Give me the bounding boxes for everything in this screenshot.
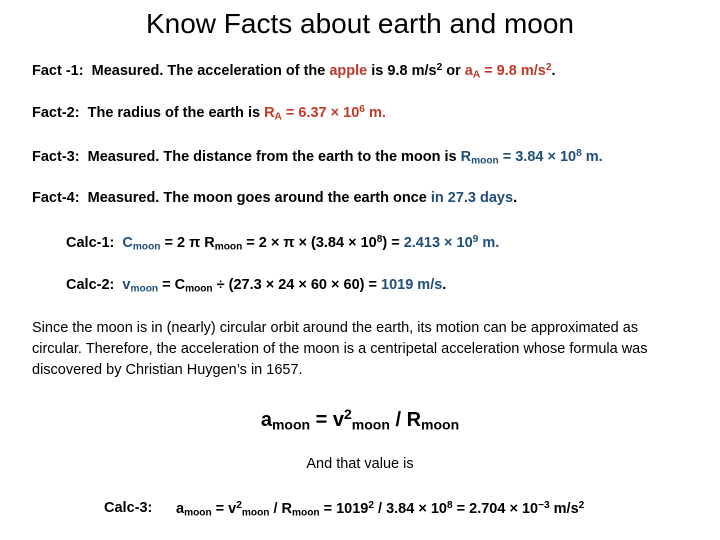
fact-2-value: = 6.37 × 10 bbox=[285, 105, 360, 122]
fact-1-text-b: is 9.8 m/s bbox=[371, 63, 437, 80]
fact-1-value: = 9.8 m/s bbox=[484, 63, 546, 80]
calc-2-v-sub: moon bbox=[130, 283, 159, 295]
fact-3-r: R bbox=[460, 149, 472, 166]
fact-1-end: . bbox=[551, 63, 556, 80]
calc-3-v-sub: moon bbox=[241, 507, 270, 519]
fact-1-exp: 2 bbox=[436, 62, 443, 73]
explanation-paragraph: Since the moon is in (nearly) circular orbit around the earth, its motion can be approximated as circular. Therefore, the acceleration of the moon is a centripetal acceleration whose formula was discovered by Christian Huygen’s in 1657. bbox=[32, 320, 648, 378]
calc-3-expr2: / 3.84 × 10 bbox=[378, 501, 447, 518]
calc-3-unit: m/s bbox=[553, 501, 579, 518]
fact-1-a-sub: A bbox=[472, 69, 481, 81]
calc-2-end: . bbox=[442, 277, 447, 293]
fact-3 bbox=[32, 148, 603, 167]
fact-4-value: in 27.3 days bbox=[430, 190, 514, 206]
formula-a: a bbox=[260, 409, 272, 431]
calc-2-expr: ÷ (27.3 × 24 × 60 × 60) = bbox=[216, 277, 377, 293]
fact-2-r-sub: A bbox=[274, 111, 282, 123]
calc-2-c-sub: moon bbox=[185, 283, 213, 295]
formula-div: / R bbox=[395, 409, 422, 431]
calc-2-label: Calc-2: bbox=[66, 277, 115, 293]
calc-3-result-exp: −3 bbox=[538, 500, 550, 511]
calc-3 bbox=[176, 500, 584, 519]
fact-4-label: Fact-4: bbox=[32, 190, 80, 206]
calc-3-expr2-exp: 8 bbox=[446, 500, 453, 511]
calc-2-v: v bbox=[122, 277, 131, 293]
formula-r-sub: moon bbox=[421, 416, 460, 433]
calc-1-label: Calc-1: bbox=[66, 235, 115, 252]
that-value-text: And that value is bbox=[306, 456, 414, 472]
calc-3-result: = 2.704 × 10 bbox=[456, 501, 539, 518]
calc-2 bbox=[66, 277, 446, 295]
calc-1-c: C bbox=[122, 235, 133, 252]
fact-2-text: The radius of the earth is bbox=[87, 105, 261, 122]
calc-3-a-sub: moon bbox=[184, 507, 212, 519]
calc-1-result-exp: 9 bbox=[472, 234, 479, 245]
calc-1-result: 2.413 × 10 bbox=[403, 235, 473, 252]
calc-1-expr: = 2 × π × (3.84 × 10 bbox=[246, 235, 377, 252]
fact-3-value: = 3.84 × 10 bbox=[502, 149, 577, 166]
fact-2-label: Fact-2: bbox=[32, 105, 80, 122]
calc-3-v-exp: 2 bbox=[236, 500, 242, 511]
fact-1 bbox=[32, 62, 556, 81]
formula-v-exp: 2 bbox=[344, 406, 352, 422]
calc-3-r-sub: moon bbox=[292, 507, 320, 519]
fact-3-unit: m. bbox=[585, 149, 603, 166]
page-title: Know Facts about earth and moon bbox=[145, 8, 575, 39]
fact-2-value-exp: 6 bbox=[359, 104, 365, 115]
calc-1 bbox=[66, 234, 499, 253]
fact-1-text: Measured. The acceleration of the bbox=[91, 63, 326, 80]
fact-3-r-sub: moon bbox=[471, 155, 499, 167]
fact-3-label: Fact-3: bbox=[32, 149, 80, 166]
centripetal-formula bbox=[0, 406, 720, 433]
fact-2-unit: m. bbox=[368, 105, 386, 122]
fact-1-value-exp: 2 bbox=[545, 62, 552, 73]
fact-4 bbox=[32, 190, 517, 206]
fact-3-text: Measured. The distance from the earth to the moon is bbox=[87, 149, 457, 166]
calc-2-result: 1019 m/s bbox=[381, 277, 443, 293]
calc-3-a: a bbox=[176, 501, 185, 518]
calc-3-expr-exp: 2 bbox=[368, 500, 374, 511]
fact-4-text: Measured. The moon goes around the earth once bbox=[87, 190, 427, 206]
fact-1-apple: apple bbox=[329, 63, 368, 80]
calc-3-label: Calc-3: bbox=[104, 500, 153, 516]
fact-1-a: a bbox=[464, 63, 473, 80]
calc-1-expr-end: ) = bbox=[382, 235, 400, 252]
calc-1-mid: = 2 π R bbox=[164, 235, 215, 252]
calc-1-expr-exp: 8 bbox=[376, 234, 383, 245]
fact-3-value-exp: 8 bbox=[576, 148, 582, 159]
fact-1-text-c: or bbox=[446, 63, 461, 80]
formula-eq: = v bbox=[315, 409, 344, 431]
calc-1-unit: m. bbox=[482, 235, 500, 252]
calc-1-c-sub: moon bbox=[132, 241, 161, 253]
calc-3-expr: = 1019 bbox=[323, 501, 369, 518]
calc-1-r-sub: moon bbox=[214, 241, 243, 253]
fact-4-end: . bbox=[513, 190, 518, 206]
calc-3-unit-exp: 2 bbox=[578, 500, 585, 511]
fact-2 bbox=[32, 104, 386, 123]
formula-a-sub: moon bbox=[271, 416, 311, 433]
calc-3-eq: = v bbox=[215, 501, 237, 518]
fact-1-label: Fact -1: bbox=[32, 63, 84, 80]
fact-2-r: R bbox=[264, 105, 275, 122]
calc-3-div: / R bbox=[273, 501, 292, 518]
formula-v-sub: moon bbox=[351, 416, 390, 433]
calc-2-mid: = C bbox=[162, 277, 186, 293]
